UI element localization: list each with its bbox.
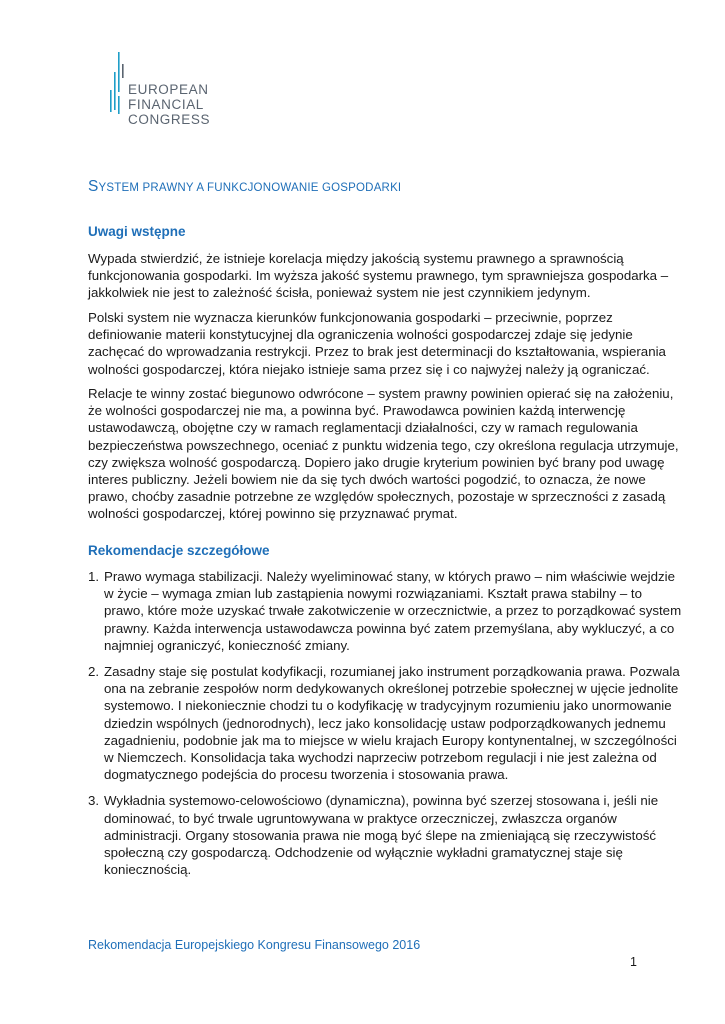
document-title [88,178,401,196]
text-line: dogmatycznego podejścia do procesu tworzenia i stosowania prawa. [104,767,509,783]
text-line: dominować, to być trwale ugruntowywana w praktyce orzeczniczej, zwłaszcza organów [104,810,617,826]
logo-bars-icon [108,52,124,130]
text-line: Relacje te winny zostać biegunowo odwrócone – system prawny powinien opierać się na założeniu, [88,386,674,401]
list-item [88,792,659,878]
list-number: 1. [88,569,100,584]
logo-line-1: EUROPEAN [128,82,209,97]
text-line: że wolności gospodarczej nie ma, a powinna być. Prawodawca powinien każdą interwencję [88,403,626,419]
text-line: Polski system nie wyznacza kierunków funkcjonowania gospodarki – przeciwnie, poprzez [88,310,613,325]
text-line: definiowanie materii konstytucyjnej dla ograniczenia wolności gospodarczej zdaje się jedynie [88,327,633,343]
list-item [88,568,682,654]
paragraph-2 [88,309,666,378]
logo-line-2: FINANCIAL [128,97,204,112]
list-number: 3. [88,793,100,809]
paragraph-1 [88,250,669,302]
title-rest: YSTEM PRAWNY A FUNKCJONOWANIE GOSPODARKI [98,182,402,194]
text-line: ustawodawczą, obojętne czy w ramach reglamentacji działalności, czy w ramach regulowania [88,420,638,436]
text-line: czy zwiększa wolność gospodarczą. Dopiero jako drugie kryterium powinien być brany pod uwagę [88,454,665,470]
text-line: prawo, choćby zasadnie potrzebne ze względów społecznych, pozostaje w sprzeczności z zasadą [88,489,666,505]
text-line: dziedzin wspólnych (jednorodnych), lecz jako konsolidację ustaw podporządkowanych jednemu [104,715,666,731]
text-line: Prawo wymaga stabilizacji. Należy wyeliminować stany, w których prawo – nim właściwie wejdzie [104,569,675,584]
text-line: koniecznością. [104,862,192,878]
text-line: jakkolwiek nie jest to zależność ścisła, ponieważ system nie jest czynnikiem jedynym. [88,285,591,301]
text-line: w życie – wymaga zmian lub zastąpienia nowymi rozwiązaniami. Kształt prawa stabilny – to [104,586,643,602]
text-line: społeczną czy gospodarczą. Odchodzenie od wyłącznie wykładni gramatycznej staje się [104,845,623,861]
text-line: Wykładnia systemowo-celowościowo (dynamiczna), powinna być szerzej stosowana i, jeśli nie [104,793,659,809]
list-item [88,663,680,783]
text-line: administracji. Organy stosowania prawa nie mogą być ślepe na zmieniającą się rzeczywistość [104,827,657,843]
section-heading-intro: Uwagi wstępne [88,224,186,239]
text-line: ona na zebranie zespołów norm dedykowanych określonej potrzebie społecznej w ujęcie jednolite [104,681,679,697]
text-line: interes publiczny. Jeżeli bowiem nie da się tych dwóch wartości pogodzić, to oznacza, że nowe [88,472,646,488]
text-line: funkcjonowania gospodarki. Im wyższa jakość systemu prawnego, tym sprawniejsza gospodarka – [88,268,669,284]
text-line: w Niemczech. Konsolidacja taka wychodzi naprzeciw potrzebom regulacji i nie jest zależna od [104,750,657,766]
european-financial-congress-logo [108,52,218,132]
recommendations-list [88,568,682,887]
list-number: 2. [88,664,100,680]
title-initial: S [88,178,99,195]
logo-text [128,82,210,127]
text-line: zachęcać do wprowadzania restrykcji. Przez to brak jest determinacji do kształtowania, wspierania [88,344,666,360]
logo-line-3: CONGRESS [128,112,211,127]
text-line: najmniej ograniczyć, konieczność zmiany. [104,637,350,653]
text-line: bezpieczeństwa powszechnego, oceniać z punktu widzenia tego, czy określona regulacja utrzymuje, [88,437,679,453]
page-number: 1 [630,955,637,969]
text-line: wolności gospodarczej, która niejako istnieje sama przez się i co najwyżej należy ją ograniczać. [88,361,650,377]
text-line: wolności gospodarczej, której powinno się przyznawać prymat. [88,506,458,522]
text-line: Wypada stwierdzić, że istnieje korelacja między jakością systemu prawnego a sprawnością [88,251,624,266]
paragraph-3 [88,385,679,523]
text-line: prawny. Każda interwencja ustawodawcza powinna być zatem przemyślana, aby wykluczyć, a co [104,620,675,636]
section-heading-recommendations: Rekomendacje szczegółowe [88,543,270,558]
page-footer: Rekomendacja Europejskiego Kongresu Finansowego 2016 [88,938,421,952]
text-line: zagadnieniu, podobnie jak ma to miejsce w wielu krajach Europy kontynentalnej, w szczególności [104,732,677,748]
text-line: systemowo. I niekoniecznie chodzi tu o kodyfikację w tradycyjnym rozumieniu jako unormowanie [104,698,672,714]
text-line: Zasadny staje się postulat kodyfikacji, rozumianej jako instrument porządkowania prawa. Pozwala [104,664,680,680]
text-line: prawo, które może uzyskać trwałe zakotwiczenie w orzecznictwie, a przez to porządkować system [104,603,682,619]
